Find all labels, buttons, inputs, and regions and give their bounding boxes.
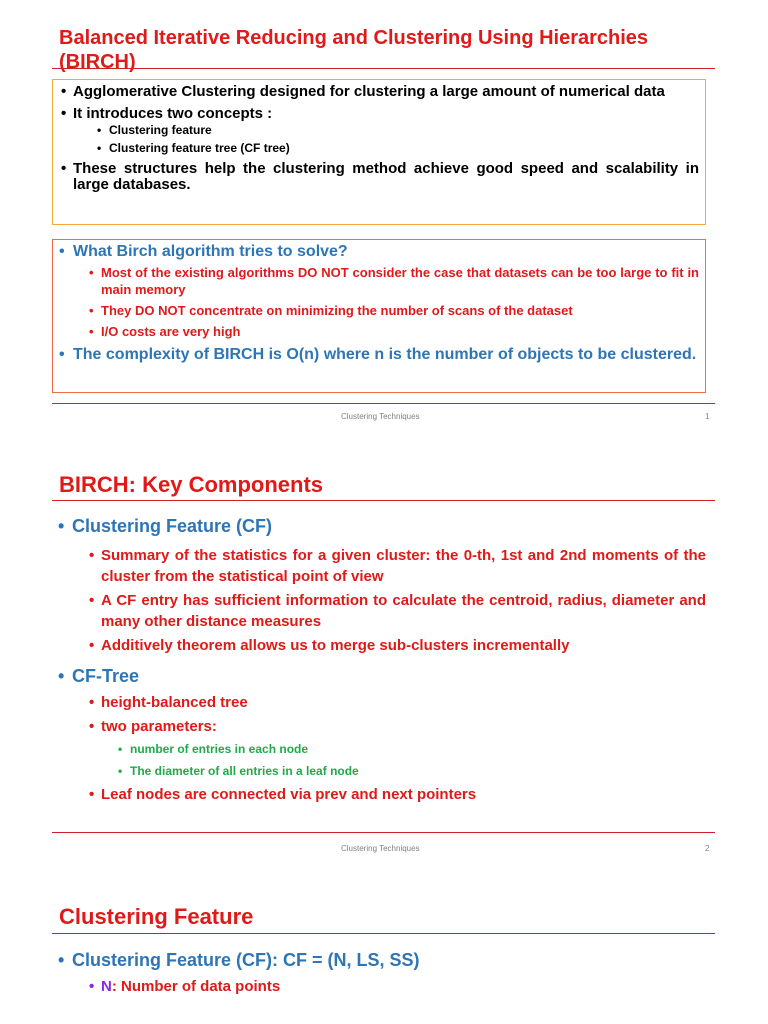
tree-two-parameters: • two parameters: [101,716,706,737]
footer-rule [52,832,715,833]
slide-title: BIRCH: Key Components [59,472,324,497]
page-number: 2 [705,844,710,853]
cf-n-item [101,977,706,997]
cf-n-description: : Number of data points [111,978,281,995]
slide-3 [0,864,768,1024]
problem-scans: • They DO NOT concentrate on minimizing the number of scans of the dataset [101,301,699,320]
cf-entry-info: • A CF entry has sufficient information to calculate the centroid, radius, diameter and many other distance measures [101,590,706,632]
question-what-birch-solves: • What Birch algorithm tries to solve? [73,242,699,262]
problem-io: • I/O costs are very high [101,322,699,341]
cf-n-label: N [101,978,112,995]
param-leaf-diameter: • The diameter of all entries in a leaf node [130,762,706,780]
cf-summary: • Summary of the statistics for a given cluster: the 0-th, 1st and 2nd moments of the cluster from the statistical point of view [101,545,706,587]
cf-additivity: • Additively theorem allows us to merge sub-clusters incrementally [101,635,706,656]
concept-clustering-feature: • Clustering feature [109,121,699,139]
overview-box [52,79,706,225]
tree-height-balanced: • height-balanced tree [101,692,706,713]
slide-title: Balanced Iterative Reducing and Clustering Using Hierarchies (BIRCH) [59,27,649,73]
cf-definition: • Clustering Feature (CF): CF = (N, LS, SS) [72,949,706,971]
slide-title: Clustering Feature [59,904,254,929]
footer-text: Clustering Techniques [341,844,420,853]
heading-cf-tree: • CF-Tree [72,665,706,687]
page-number: 1 [705,412,710,421]
problem-memory: • Most of the existing algorithms DO NOT consider the case that datasets can be too large to fit in main memory [101,264,699,298]
tree-leaf-pointers: • Leaf nodes are connected via prev and next pointers [101,784,706,805]
bullet-structures: • These structures help the clustering method achieve good speed and scalability in large databases. [73,161,699,193]
problem-box [52,239,706,393]
heading-clustering-feature: • Clustering Feature (CF) [72,515,706,537]
footer-text: Clustering Techniques [341,412,420,421]
title-rule [52,500,715,501]
footer-rule [52,403,715,404]
concept-cf-tree: • Clustering feature tree (CF tree) [109,139,699,157]
bullet-agglomerative: • Agglomerative Clustering designed for clustering a large amount of numerical data [73,84,699,99]
slide-2 [0,432,768,864]
bullet-two-concepts: • It introduces two concepts : [73,106,699,121]
param-entries-per-node: • number of entries in each node [130,740,706,758]
complexity-statement: • The complexity of BIRCH is O(n) where n is the number of objects to be clustered. [73,345,699,365]
slide-1 [0,0,768,432]
title-rule [52,68,715,69]
title-rule [52,933,715,934]
